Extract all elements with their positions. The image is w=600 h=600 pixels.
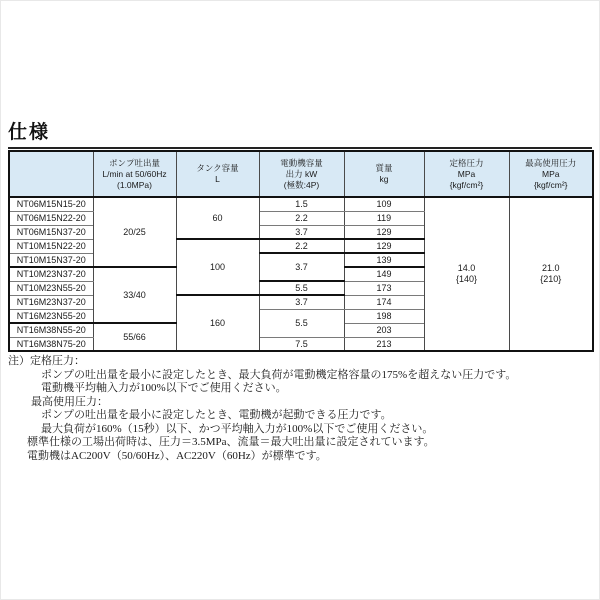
note-line: 電動機はAC200V（50/60Hz）、AC220V（60Hz）が標準です。 (27, 449, 327, 462)
tank-header-line1: タンク容量 (196, 163, 239, 173)
note-line: ポンプの吐出量を最小に設定したとき、電動機が起動できる圧力です。 (41, 409, 392, 421)
mass-cell: 173 (344, 281, 424, 295)
rated-header-line3: {kgf/cm²} (449, 179, 484, 190)
pump-header-line2: L/min at 50/60Hz (102, 168, 167, 179)
mass-cell: 213 (344, 337, 424, 351)
note-line: 電動機平均軸入力が100%以下でご使用ください。 (41, 382, 287, 394)
note-line: 注）定格圧力： (8, 355, 85, 367)
model-cell: NT10M15N37-20 (9, 253, 93, 267)
model-cell: NT16M38N55-20 (9, 323, 93, 337)
col-header-motor-output (259, 151, 344, 197)
mass-cell: 139 (344, 253, 424, 267)
note-line: 最大負荷が160%（15秒）以下、かつ平均軸入力が100%以下でご使用ください。 (41, 422, 434, 435)
rated-header-line1: 定格圧力 (449, 157, 484, 168)
model-cell: NT16M23N37-20 (9, 295, 93, 309)
table-row (9, 197, 593, 211)
motor-output-cell: 3.7 (259, 225, 344, 239)
col-header-pump-flow (93, 151, 176, 197)
mass-cell: 129 (344, 239, 424, 253)
mass-cell: 149 (344, 267, 424, 281)
motor-output-cell: 5.5 (259, 281, 344, 295)
mass-header-line1: 質量 (375, 163, 393, 173)
motor-output-cell: 5.5 (259, 309, 344, 337)
mass-cell: 203 (344, 323, 424, 337)
model-cell: NT10M23N55-20 (9, 281, 93, 295)
model-cell: NT16M38N75-20 (9, 337, 93, 351)
motor-header-line3: (極数:4P) (283, 179, 320, 190)
mass-cell: 198 (344, 309, 424, 323)
max-header-line1: 最高使用圧力 (525, 157, 577, 168)
max-pressure-kgf: {210} (540, 274, 562, 284)
motor-output-cell: 2.2 (259, 211, 344, 225)
header-row (9, 151, 593, 197)
model-cell: NT06M15N22-20 (9, 211, 93, 225)
motor-output-cell: 1.5 (259, 197, 344, 211)
max-pressure-cell (509, 197, 593, 351)
tank-capacity-cell: 160 (176, 295, 259, 351)
motor-output-cell: 7.5 (259, 337, 344, 351)
rated-pressure-cell (424, 197, 509, 351)
notes (8, 355, 583, 463)
note-line: 標準仕様の工場出荷時は、圧力＝3.5MPa、流量＝最大吐出量に設定されています。 (27, 436, 435, 448)
mass-cell: 129 (344, 225, 424, 239)
note-line: ポンプの吐出量を最小に設定したとき、最大負荷が電動機定格容量の175%を超えない圧力です。 (41, 368, 517, 381)
col-header-tank-capacity (176, 151, 259, 197)
col-header-mass (344, 151, 424, 197)
page-title: 仕様 (8, 117, 592, 149)
tank-header-line2: L (215, 174, 220, 184)
col-header-max-pressure (509, 151, 593, 197)
pump-flow-cell: 20/25 (93, 197, 176, 267)
max-header-line3: {kgf/cm²} (533, 179, 568, 190)
motor-output-cell: 2.2 (259, 239, 344, 253)
mass-cell: 109 (344, 197, 424, 211)
mass-header-line2: kg (379, 174, 389, 184)
model-cell: NT06M15N15-20 (9, 197, 93, 211)
model-cell: NT10M15N22-20 (9, 239, 93, 253)
motor-output-cell: 3.7 (259, 253, 344, 281)
note-line: 最高使用圧力： (31, 395, 108, 408)
model-cell: NT06M15N37-20 (9, 225, 93, 239)
mass-cell: 174 (344, 295, 424, 309)
pump-header-line3: (1.0MPa) (117, 179, 152, 190)
max-pressure-mpa: 21.0 (541, 263, 560, 273)
col-header-model (9, 151, 93, 197)
pump-header-line1: ポンプ吐出量 (108, 157, 160, 168)
tank-capacity-cell: 100 (176, 239, 259, 295)
motor-header-line1: 電動機容量 (280, 157, 323, 168)
motor-output-cell: 3.7 (259, 295, 344, 309)
model-cell: NT16M23N55-20 (9, 309, 93, 323)
col-header-rated-pressure (424, 151, 509, 197)
model-cell: NT10M23N37-20 (9, 267, 93, 281)
rated-header-line2: MPa (457, 168, 476, 179)
rated-pressure-kgf: {140} (455, 274, 478, 284)
rated-pressure-mpa: 14.0 (457, 263, 476, 273)
mass-cell: 119 (344, 211, 424, 225)
spec-table (8, 150, 594, 352)
tank-capacity-cell: 60 (176, 197, 259, 239)
motor-header-line2: 出力 kW (285, 168, 318, 179)
pump-flow-cell: 33/40 (93, 267, 176, 323)
pump-flow-cell: 55/66 (93, 323, 176, 351)
max-header-line2: MPa (542, 168, 560, 179)
